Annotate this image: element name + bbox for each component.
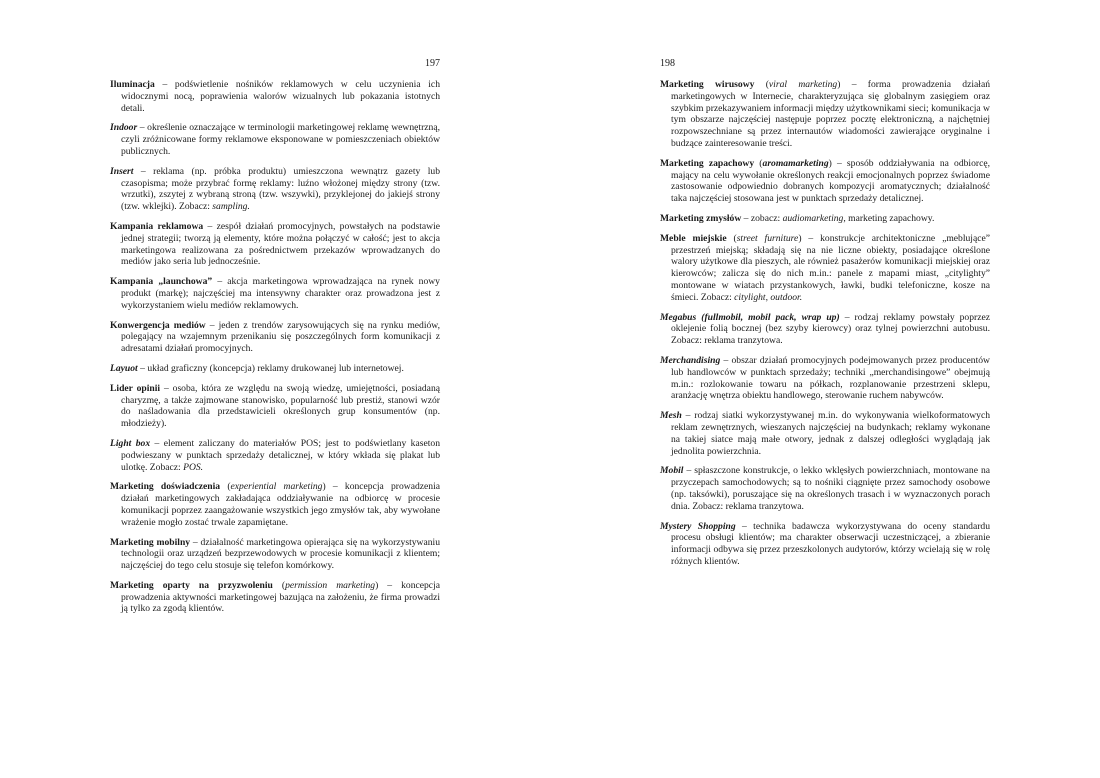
glossary-entry <box>660 312 990 347</box>
entry-term: Marketing doświadczenia <box>110 481 221 493</box>
glossary-entry: Marketing doświadczenia (experiential marketing) – koncepcja prowadzenia działań marketingowych zakładająca oddziaływanie na odbiorcę w procesie komunikacji poprzez zaangażowanie wszystkich jego zmysłów tak, aby wywołane wrażenie mogło zostać trwale zapamiętane. <box>110 481 441 528</box>
entry-see-ref: POS. <box>183 461 204 473</box>
entry-see-prefix: Zobacz: <box>671 335 705 347</box>
entry-definition: – koncepcja prowadzenia działań marketingowych zakładająca oddziaływanie na odbiorcę w procesie komunikacji poprzez zaangażowanie wszystkich jego zmysłów tak, aby wywołane wrażenie mogło zostać trwale zapamiętane. <box>121 481 441 528</box>
glossary-entry <box>110 537 440 572</box>
entry-definition: – reklama (np. próbka produktu) umieszczona wewnątrz gazety lub czasopisma; może przybrać formę reklamy: luźno włożonej między strony (tzw. wrzutki), zszytej z wybraną stroną (tzw. wszywki), przyklejonej do jakiejś strony (tzw. wklejki). <box>121 165 440 213</box>
entry-term: Light box <box>110 437 151 449</box>
glossary-entry <box>110 122 440 157</box>
entry-tail: reklama tranzytowa. <box>725 500 804 512</box>
entry-term: Mesh <box>660 410 682 422</box>
glossary-entries <box>110 79 440 623</box>
entry-term: Konwergencja mediów <box>110 319 206 331</box>
entry-see-prefix: Zobacz: <box>689 500 726 512</box>
entry-definition: – forma prowadzenia działań marketingowych w Internecie, charakteryzująca się globalnym zasięgiem oraz szybkim przekazywaniem informacji między użytkownikami sieci; komunikacja w tym obszarze najczęściej następuje poprzez pocztę elektroniczną, a najchętniej rozpowszechniane są przez internautów wiadomości zawierające oryginalne i budzące zainteresowanie treści. <box>671 79 990 149</box>
glossary-entry <box>110 383 440 430</box>
entry-definition: – obszar działań promocyjnych podejmowanych przez producentów lub handlowców w punktach sprzedaży; techniki „merchandisingowe” obejmują m.in.: rozlokowanie towaru na półkach, rozplanowanie przestrzeni sklepu, aranżację wnętrza obiektu handlowego, sterowanie ruchem nabywców. <box>671 354 990 402</box>
glossary-entry: Marketing zapachowy (aromamarketing) – sposób oddziaływania na odbiorcę, mający na celu wywołanie określonych reakcji emocjonalnych poprzez świadome zastosowanie odpowiednio dobranych kompozycji aromatycznych; działalność taka najczęściej stosowana jest w punktach sprzedaży detalicznej. <box>660 157 991 205</box>
glossary-entry: Marketing wirusowy (viral marketing) – forma prowadzenia działań marketingowych w Internecie, charakteryzująca się globalnym zasięgiem oraz szybkim przekazywaniem informacji między użytkownikami sieci; komunikacja w tym obszarze najczęściej następuje poprzez pocztę elektroniczną, a najchętniej rozpowszechniane są przez internautów wiadomości zawierające oryginalne i budzące zainteresowanie treści. <box>660 79 990 149</box>
entry-definition: – osoba, która ze względu na swoją wiedzę, umiejętności, posiadaną charyzmę, a także zajmowane stanowisko, popularność lub prestiż, stanowi wzór do naśladowania dla przedstawicieli określonych grup konsumentów (np. młodzieży). <box>121 382 440 430</box>
glossary-entries <box>660 79 990 576</box>
entry-definition: – rodzaj siatki wykorzystywanej m.in. do wykonywania wielkoformatowych reklam zewnętrznych, wieszanych najczęściej na budynkach; reklamy wykonane na takiej siatce mają małe otwory, jednak z dalszej odległości wyglądają jak jednolita powierzchnia. <box>671 410 990 457</box>
entry-term: Marketing zmysłów <box>660 212 742 224</box>
entry-term: Merchandising <box>660 354 721 366</box>
entry-see-prefix: Zobacz: <box>698 291 735 303</box>
entry-definition: – konstrukcje architektoniczne „meblujące” przestrzeń miejską; składają się na nie liczne obiekty, posiadające określone walory użytkowe dla pieszych, ale również pasażerów komunikacji miejskiej oraz kierowców; zalicza się do nich m.in.: panele z mapami miast, „citylighty” montowane w wiatach przystankowych, ławki, budki telefoniczne, kosze na śmieci. <box>671 232 991 303</box>
entry-term: Kampania „launchowa” <box>110 276 213 288</box>
entry-definition: – działalność marketingowa opierająca się na wykorzystywaniu technologii oraz urządzeń bezprzewodowych w procesie komunikacji z klientem; najczęściej do tego celu stosuje się telefon komórkowy. <box>121 536 440 572</box>
entry-term: Meble miejskie <box>660 232 727 244</box>
entry-term: Mystery Shopping <box>660 520 736 532</box>
entry-definition: – układ graficzny (koncepcja) reklamy drukowanej lub internetowej. <box>137 362 404 374</box>
glossary-entry <box>110 363 440 375</box>
entry-definition: – technika badawcza wykorzystywana do oceny standardu procesu obsługi klientów; ma charakter obserwacji uczestniczącej, a zbieranie informacji odbywa się przez przeszkolonych audytorów, którzy wcielają się w rolę różnych klientów. <box>671 520 990 567</box>
page-number: 198 <box>660 58 675 69</box>
entry-term: Megabus (fullmobil, mobil pack, wrap up) <box>660 311 840 323</box>
glossary-entry <box>660 410 990 457</box>
glossary-entry: Marketing oparty na przyzwoleniu (permission marketing) – koncepcja prowadzenia aktywności marketingowej bazująca na założeniu, że firma prowadzi ją tylko za zgodą klientów. <box>110 579 440 615</box>
entry-see-prefix: Zobacz: <box>176 201 213 213</box>
entry-see-prefix: Zobacz: <box>147 461 184 473</box>
entry-definition: – element zaliczany do materiałów POS; jest to podświetlany kaseton podwieszany w punktach sprzedaży detalicznej, w który wkłada się plakat lub ulotkę. <box>121 437 440 473</box>
glossary-entry <box>660 213 990 225</box>
entry-alt-term: experiential marketing <box>230 481 323 493</box>
entry-term: Kampania reklamowa <box>110 220 204 232</box>
entry-term: Insert <box>110 165 134 177</box>
entry-term: Lider opinii <box>110 382 161 394</box>
entry-see-ref: sampling. <box>212 201 250 213</box>
entry-alt-term: street furniture <box>736 232 799 244</box>
entry-alt-term: aromamarketing <box>762 157 829 169</box>
entry-definition: – koncepcja prowadzenia aktywności marketingowej bazująca na założeniu, że firma prowadzi ją tylko za zgodą klientów. <box>121 579 440 615</box>
entry-definition: – zespół działań promocyjnych, powstałych na podstawie jednej strategii; tworzą ją elementy, które można połączyć w całość; jest to akcja marketingowa realizowana za pośrednictwem przekazów wprowadzanych do mediów jako seria lub jednocześnie. <box>121 220 440 268</box>
entry-tail: , marketing zapachowy. <box>843 212 935 224</box>
entry-term: Indoor <box>110 122 138 134</box>
entry-definition: – akcja marketingowa wprowadzająca na rynek nowy produkt (markę); najczęściej ma intensywny charakter oraz prowadzona jest z wykorzystaniem wielu mediów reklamowych. <box>121 276 440 311</box>
entry-term: Mobil <box>660 465 684 477</box>
entry-definition: – podświetlenie nośników reklamowych w celu uczynienia ich widocznymi nocą, poprawienia walorów wizualnych lub pokazania istotnych detali. <box>121 79 440 114</box>
entry-term: Marketing oparty na przyzwoleniu <box>110 579 273 591</box>
glossary-entry <box>110 276 440 311</box>
glossary-entry <box>110 221 440 268</box>
entry-term: Iluminacja <box>110 79 155 90</box>
glossary-entry: Meble miejskie (street furniture) – konstrukcje architektoniczne „meblujące” przestrzeń miejską; składają się na nie liczne obiekty, posiadające określone walory użytkowe dla pieszych, ale również pasażerów komunikacji miejskiej oraz kierowców; zalicza się do nich m.in.: panele z mapami miast, „citylighty” montowane w wiatach przystankowych, ławki, budki telefoniczne, kosze na śmieci. Zobacz: citylight, outdoor. <box>660 232 991 303</box>
entry-tail: reklama tranzytowa. <box>704 335 783 347</box>
entry-alt-term: permission marketing <box>285 579 376 591</box>
glossary-entry <box>110 79 440 114</box>
glossary-entry <box>660 355 990 402</box>
entry-definition: – jeden z trendów zarysowujących się na rynku mediów, polegający na wzajemnym przenikaniu się poszczególnych form komunikacji z adresatami działań promocyjnych. <box>121 319 440 355</box>
entry-alt-term: viral marketing <box>768 79 838 90</box>
glossary-entry <box>660 465 990 512</box>
glossary-entry <box>110 320 440 355</box>
glossary-entry <box>660 521 990 568</box>
entry-term: Marketing wirusowy <box>660 79 755 90</box>
page-number: 197 <box>425 58 440 69</box>
entry-see-ref: audiomarketing <box>782 212 844 224</box>
entry-term: Layuot <box>110 362 138 374</box>
entry-definition: – spłaszczone konstrukcje, o lekko wklęsłych powierzchniach, montowane na przyczepach samochodowych; są to nośniki ciągnięte przez samochody osobowe (np. taksówki), poruszające się na określonych trasach i w wyznaczonych porach dnia. <box>671 465 990 512</box>
entry-definition: – sposób oddziaływania na odbiorcę, mający na celu wywołanie określonych reakcji emocjonalnych poprzez świadome zastosowanie odpowiednio dobranych kompozycji aromatycznych; działalność taka najczęściej stosowana jest w punktach sprzedaży detalicznej. <box>671 157 991 205</box>
entry-definition: – zobacz: <box>741 212 783 224</box>
entry-term: Marketing zapachowy <box>660 157 755 169</box>
glossary-entry <box>110 166 440 213</box>
entry-definition: – określenie oznaczające w terminologii marketingowej reklamę wewnętrzną, czyli zróżnicowane formy reklamowe eksponowane w pomieszczeniach obiektów publicznych. <box>121 122 440 157</box>
entry-see-ref: citylight, outdoor. <box>734 291 803 303</box>
entry-definition: – rodzaj reklamy powstały poprzez oklejenie folią bocznej (bez szyby kierowcy) oraz tylnej powierzchni autobusu. <box>671 311 990 335</box>
glossary-entry <box>110 438 440 473</box>
entry-term: Marketing mobilny <box>110 536 191 548</box>
